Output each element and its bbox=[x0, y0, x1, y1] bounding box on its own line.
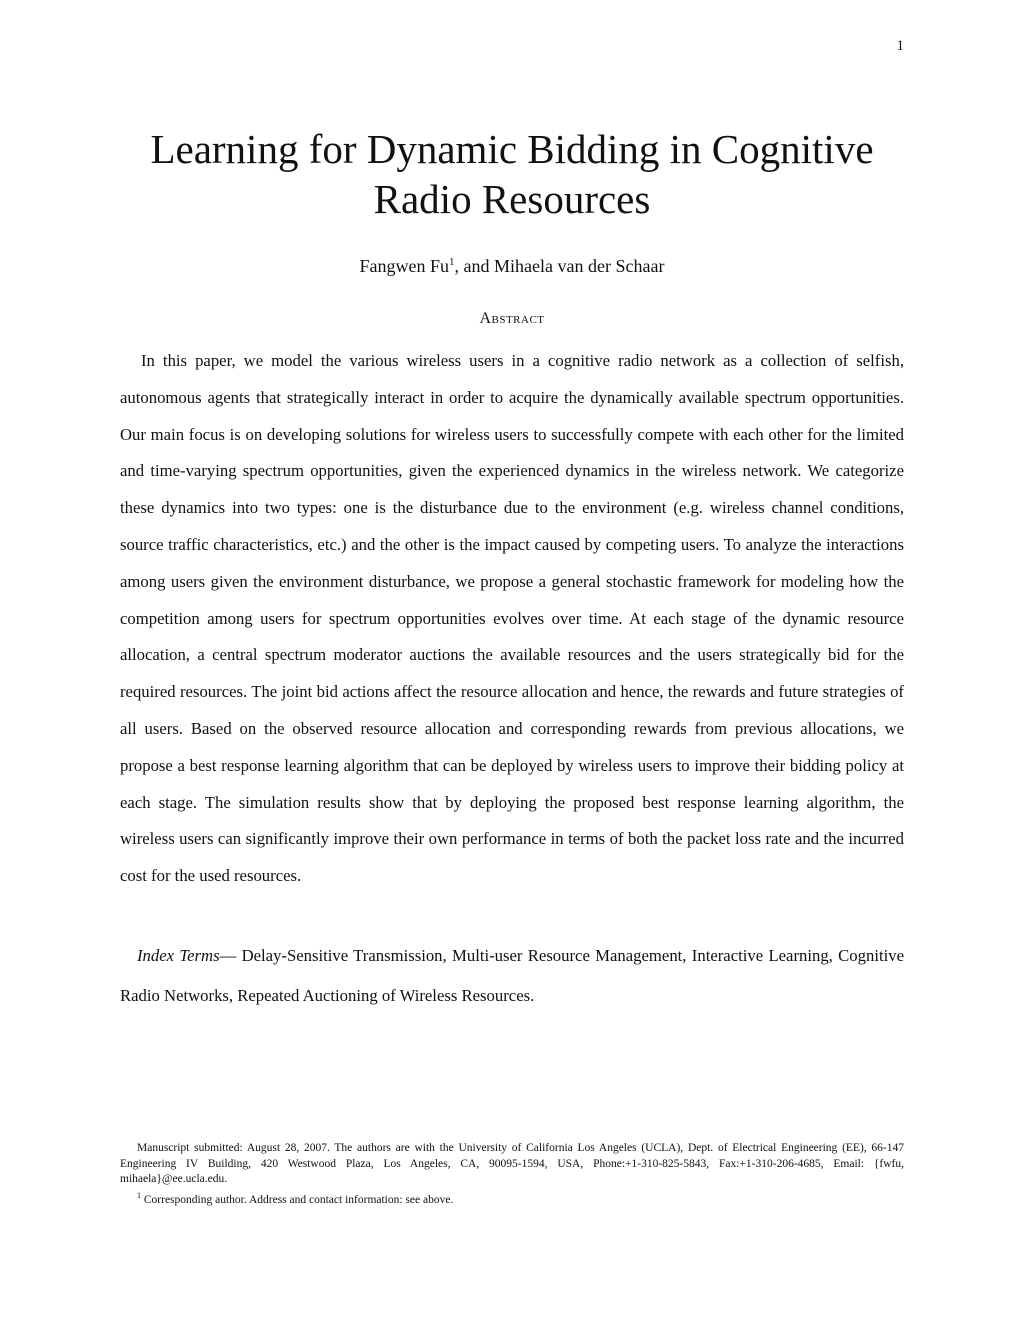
title-line-2: Radio Resources bbox=[373, 176, 651, 222]
index-terms-label: Index Terms bbox=[137, 946, 220, 965]
footnote-marker: 1 bbox=[137, 1190, 141, 1200]
paper-title bbox=[0, 124, 1024, 224]
index-terms-text: — Delay-Sensitive Transmission, Multi-user Resource Management, Interactive Learning, Cognitive Radio Networks, Repeated Auctioning of Wireless Resources. bbox=[120, 946, 904, 1005]
page-number: 1 bbox=[896, 38, 904, 54]
abstract-text: In this paper, we model the various wireless users in a cognitive radio network as a collection of selfish, autonomous agents that strategically interact in order to acquire the dynamically available spectrum opportunities. Our main focus is on developing solutions for wireless users to successfully compete with each other for the limited and time-varying spectrum opportunities, given the experienced dynamics in the wireless network. We categorize these dynamics into two types: one is the disturbance due to the environment (e.g. wireless channel conditions, source traffic characteristics, etc.) and the other is the impact caused by competing users. To analyze the interactions among users given the environment disturbance, we propose a general stochastic framework for modeling how the competition among users for spectrum opportunities evolves over time. At each stage of the dynamic resource allocation, a central spectrum moderator auctions the available resources and the users strategically bid for the required resources. The joint bid actions affect the resource allocation and hence, the rewards and future strategies of all users. Based on the observed resource allocation and corresponding rewards from previous allocations, we propose a best response learning algorithm that can be deployed by wireless users to improve their bidding policy at each stage. The simulation results show that by deploying the proposed best response learning algorithm, the wireless users can significantly improve their own performance in terms of both the packet loss rate and the incurred cost for the used resources. bbox=[120, 351, 904, 886]
author-list bbox=[0, 256, 1024, 277]
abstract-heading: Abstract bbox=[479, 310, 545, 327]
corresponding-author-text: Corresponding author. Address and contact information: see above. bbox=[141, 1193, 454, 1206]
author-rest: , and Mihaela van der Schaar bbox=[454, 256, 665, 276]
index-terms bbox=[120, 936, 904, 1016]
footnotes bbox=[120, 1141, 904, 1208]
manuscript-footnote: Manuscript submitted: August 28, 2007. The authors are with the University of California Los Angeles (UCLA), Dept. of Electrical Engineering (EE), 66-147 Engineering IV Building, 420 Westwood Plaza, Los Angeles, CA, 90095-1594, USA, Phone:+1-310-825-5843, Fax:+1-310-206-4685, Email: {fwfu, mihaela}@ee.ucla.edu. bbox=[120, 1142, 904, 1185]
title-line-1: Learning for Dynamic Bidding in Cognitive bbox=[150, 126, 874, 172]
corresponding-author-footnote bbox=[120, 1188, 904, 1208]
author-footnote-marker: 1 bbox=[449, 256, 455, 268]
author-first: Fangwen Fu bbox=[359, 256, 450, 276]
